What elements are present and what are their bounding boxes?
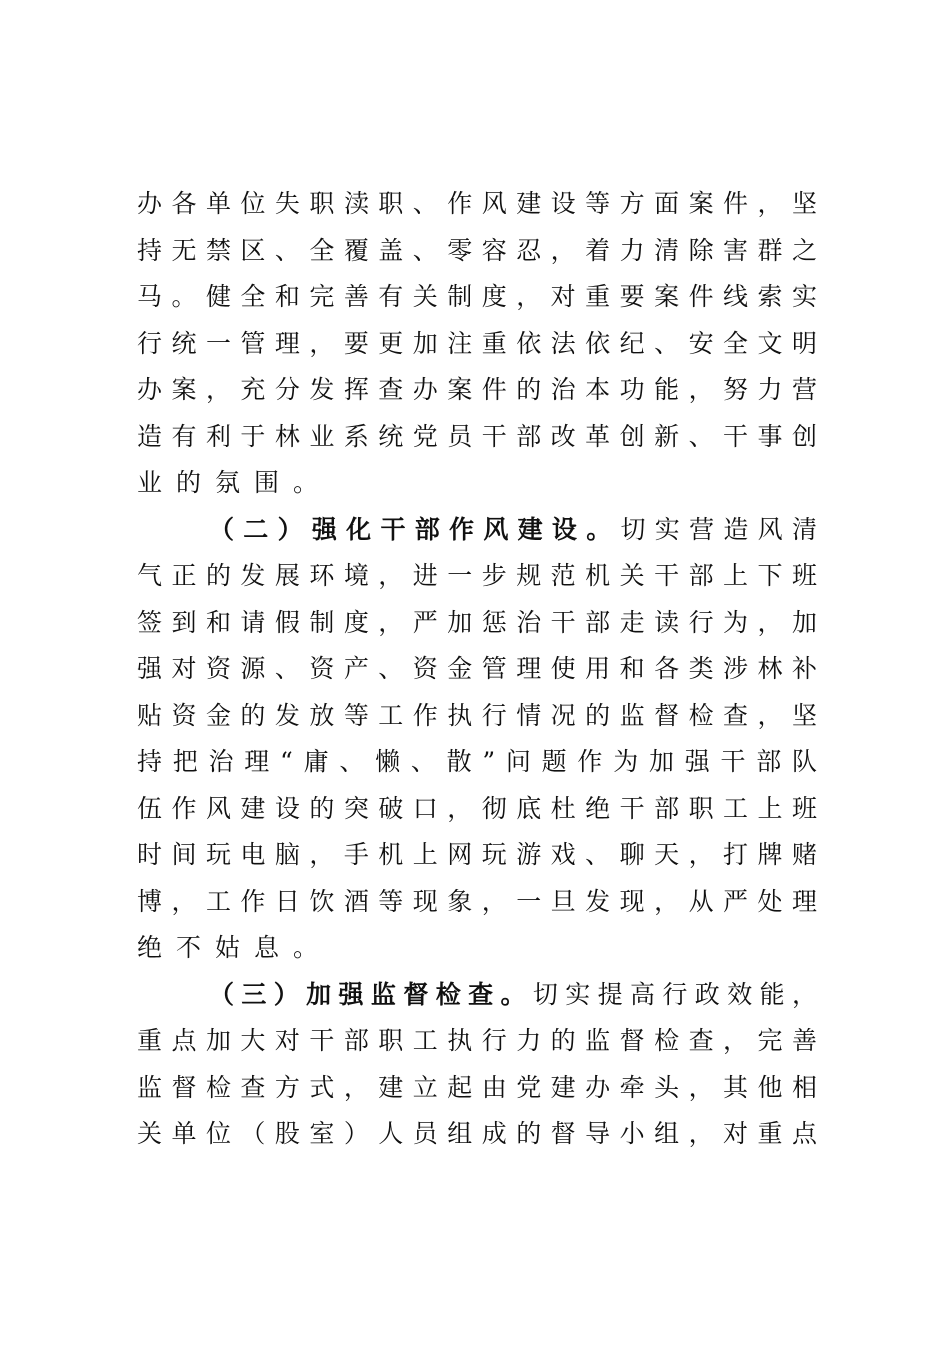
section-lead-text: 切实提高行政效能， (532, 979, 817, 1009)
section-lead-text: 切实营造风清 (620, 514, 817, 544)
paragraph-line: 伍作风建设的突破口，彻底杜绝干部职工上班 (137, 793, 817, 823)
paragraph-line: 造有利于林业系统党员干部改革创新、干事创 (137, 421, 817, 451)
section-heading-line (137, 507, 817, 554)
section-heading-line (137, 972, 817, 1019)
paragraph-line: 行统一管理，要更加注重依法依纪、安全文明 (137, 328, 817, 358)
section-heading: （三）加强监督检查。 (209, 979, 533, 1009)
paragraph-line: 持无禁区、全覆盖、零容忍，着力清除害群之 (137, 235, 817, 265)
paragraph-line: 持把治理“庸、懒、散”问题作为加强干部队 (137, 747, 817, 776)
paragraph-line: 马。健全和完善有关制度，对重要案件线索实 (137, 282, 817, 311)
paragraph-line: 绝不姑息。 (137, 933, 333, 962)
paragraph-line: 办案，充分发挥查办案件的治本功能，努力营 (137, 375, 817, 404)
paragraph-line: 签到和请假制度，严加惩治干部走读行为，加 (137, 607, 817, 637)
paragraph-line: 气正的发展环境，进一步规范机关干部上下班 (137, 561, 817, 590)
paragraph-line: 监督检查方式，建立起由党建办牵头，其他相 (137, 1072, 817, 1102)
paragraph-line: 时间玩电脑，手机上网玩游戏、聊天，打牌赌 (137, 840, 817, 869)
body-text (137, 181, 817, 1158)
paragraph-line: 办各单位失职渎职、作风建设等方面案件，坚 (137, 189, 817, 218)
paragraph-line: 强对资源、资产、资金管理使用和各类涉林补 (137, 654, 817, 683)
paragraph-line: 重点加大对干部职工执行力的监督检查，完善 (137, 1026, 817, 1055)
paragraph-line: 关单位（股室）人员组成的督导小组，对重点 (137, 1119, 817, 1148)
section-heading: （二）强化干部作风建设。 (209, 514, 621, 544)
paragraph-line: 业的氛围。 (137, 468, 333, 497)
paragraph-line: 贴资金的发放等工作执行情况的监督检查，坚 (137, 700, 817, 730)
paragraph-line: 博，工作日饮酒等现象，一旦发现，从严处理 (137, 886, 817, 916)
